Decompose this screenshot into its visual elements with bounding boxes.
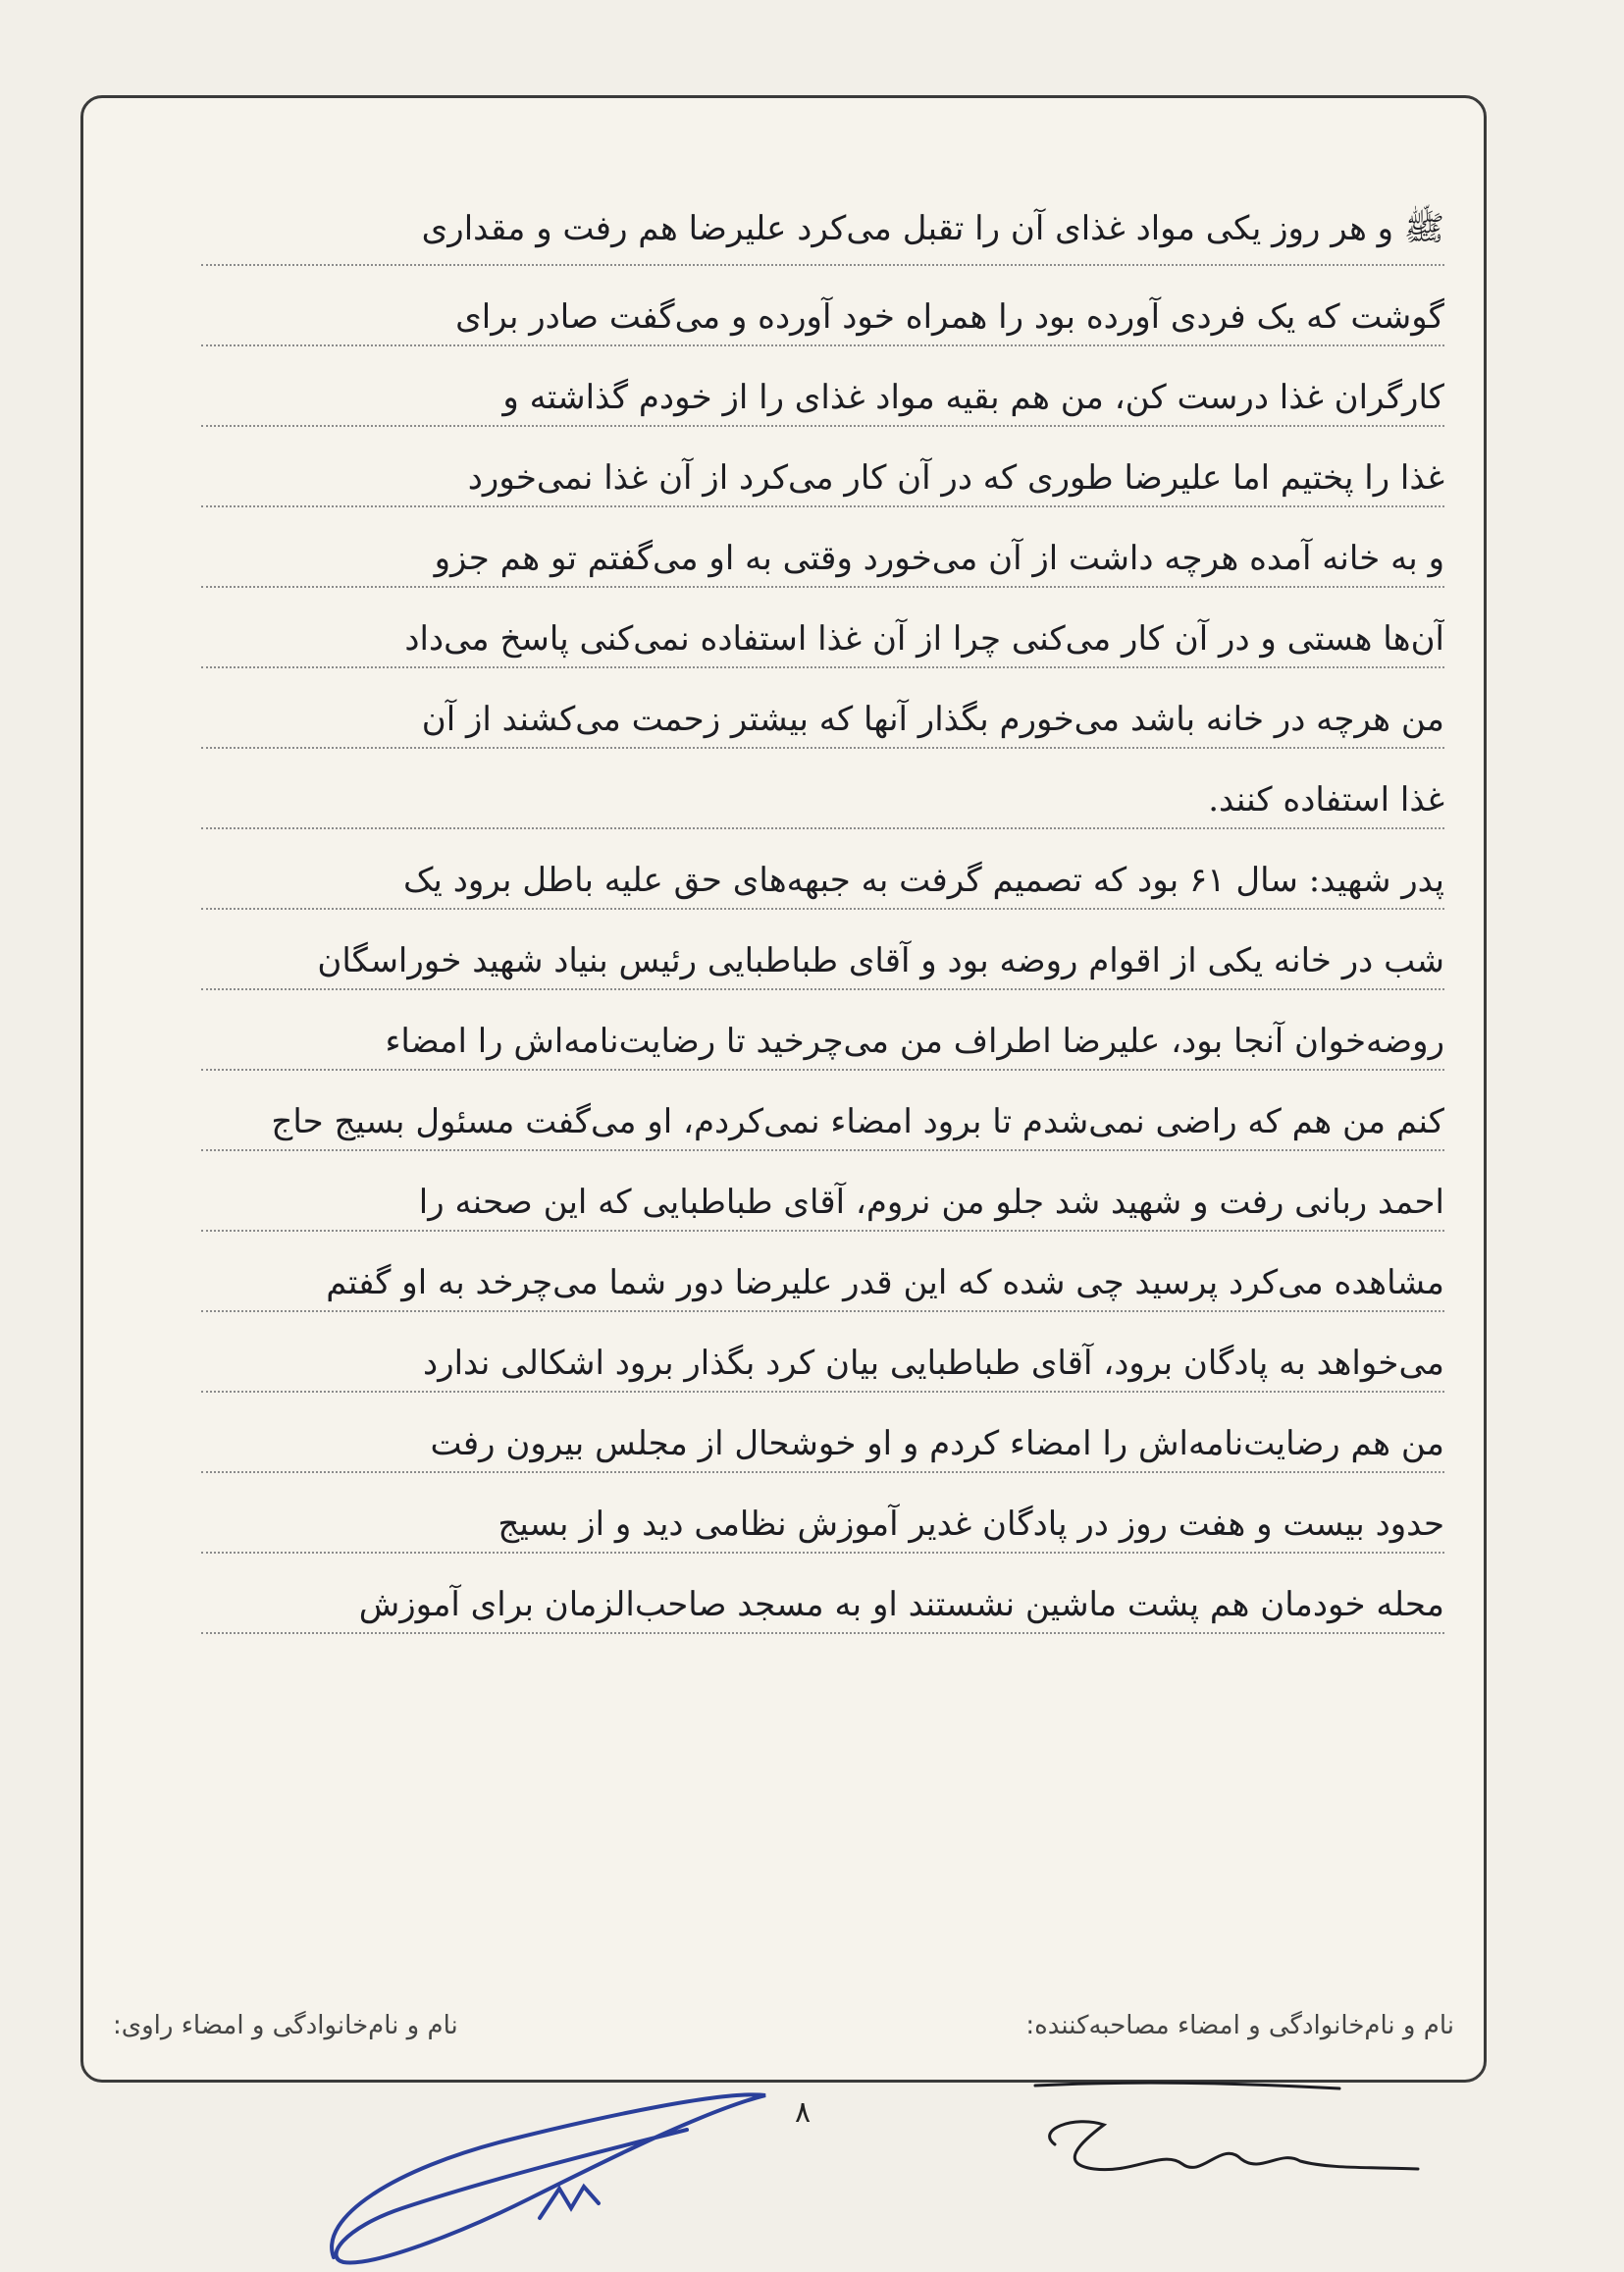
handwritten-line: شب در خانه یکی از اقوام روضه بود و آقای طباطبایی رئیس بنیاد شهید خوراسگان (201, 910, 1444, 990)
handwritten-line: پدر شهید: سال ۶۱ بود که تصمیم گرفت به جبهه‌های حق علیه باطل برود یک (201, 829, 1444, 910)
page-number: ۸ (795, 2095, 812, 2130)
handwritten-line: آن‌ها هستی و در آن کار می‌کنی چرا از آن غذا استفاده نمی‌کنی پاسخ می‌داد (201, 588, 1444, 668)
handwritten-line: کنم من هم که راضی نمی‌شدم تا برود امضاء نمی‌کردم، او می‌گفت مسئول بسیج حاج (201, 1071, 1444, 1151)
form-sheet (80, 95, 1487, 2083)
handwritten-line: کارگران غذا درست کن، من هم بقیه مواد غذای را از خودم گذاشته و (201, 346, 1444, 427)
handwritten-text-block (201, 172, 1444, 1962)
handwritten-line: مشاهده می‌کرد پرسید چی شده که این قدر علیرضا دور شما می‌چرخد به او گفتم (201, 1232, 1444, 1312)
handwritten-line: من هم رضایت‌نامه‌اش را امضاء کردم و او خوشحال از مجلس بیرون رفت (201, 1393, 1444, 1473)
interviewer-signature-label: نام و نام‌خانوادگی و امضاء مصاحبه‌کننده: (1025, 2011, 1454, 2040)
handwritten-line: گوشت که یک فردی آورده بود را همراه خود آورده و می‌گفت صادر برای (201, 266, 1444, 346)
handwritten-line: ﷺ و هر روز یکی مواد غذای آن را تقبل می‌کرد علیرضا هم رفت و مقداری (201, 172, 1444, 266)
handwritten-line: و به خانه آمده هرچه داشت از آن می‌خورد وقتی به او می‌گفتم تو هم جزو (201, 507, 1444, 588)
handwritten-line: روضه‌خوان آنجا بود، علیرضا اطراف من می‌چرخید تا رضایت‌نامه‌اش را امضاء (201, 990, 1444, 1071)
handwritten-line: محله خودمان هم پشت ماشین نشستند او به مسجد صاحب‌الزمان برای آموزش (201, 1554, 1444, 1634)
handwritten-line: من هرچه در خانه باشد می‌خورم بگذار آنها که بیشتر زحمت می‌کشند از آن (201, 668, 1444, 749)
interviewer-signature-icon (1016, 2071, 1428, 2189)
handwritten-line: غذا را پختیم اما علیرضا طوری که در آن کار می‌کرد از آن غذا نمی‌خورد (201, 427, 1444, 507)
handwritten-line: می‌خواهد به پادگان برود، آقای طباطبایی بیان کرد بگذار برود اشکالی ندارد (201, 1312, 1444, 1393)
narrator-signature-icon (314, 2071, 775, 2272)
signature-labels (113, 2011, 1454, 2040)
handwritten-line: حدود بیست و هفت روز در پادگان غدیر آموزش نظامی دید و از بسیج (201, 1473, 1444, 1554)
handwritten-line: غذا استفاده کنند. (201, 749, 1444, 829)
handwritten-line: احمد ربانی رفت و شهید شد جلو من نروم، آقای طباطبایی که این صحنه را (201, 1151, 1444, 1232)
narrator-signature-label: نام و نام‌خانوادگی و امضاء راوی: (113, 2011, 458, 2040)
